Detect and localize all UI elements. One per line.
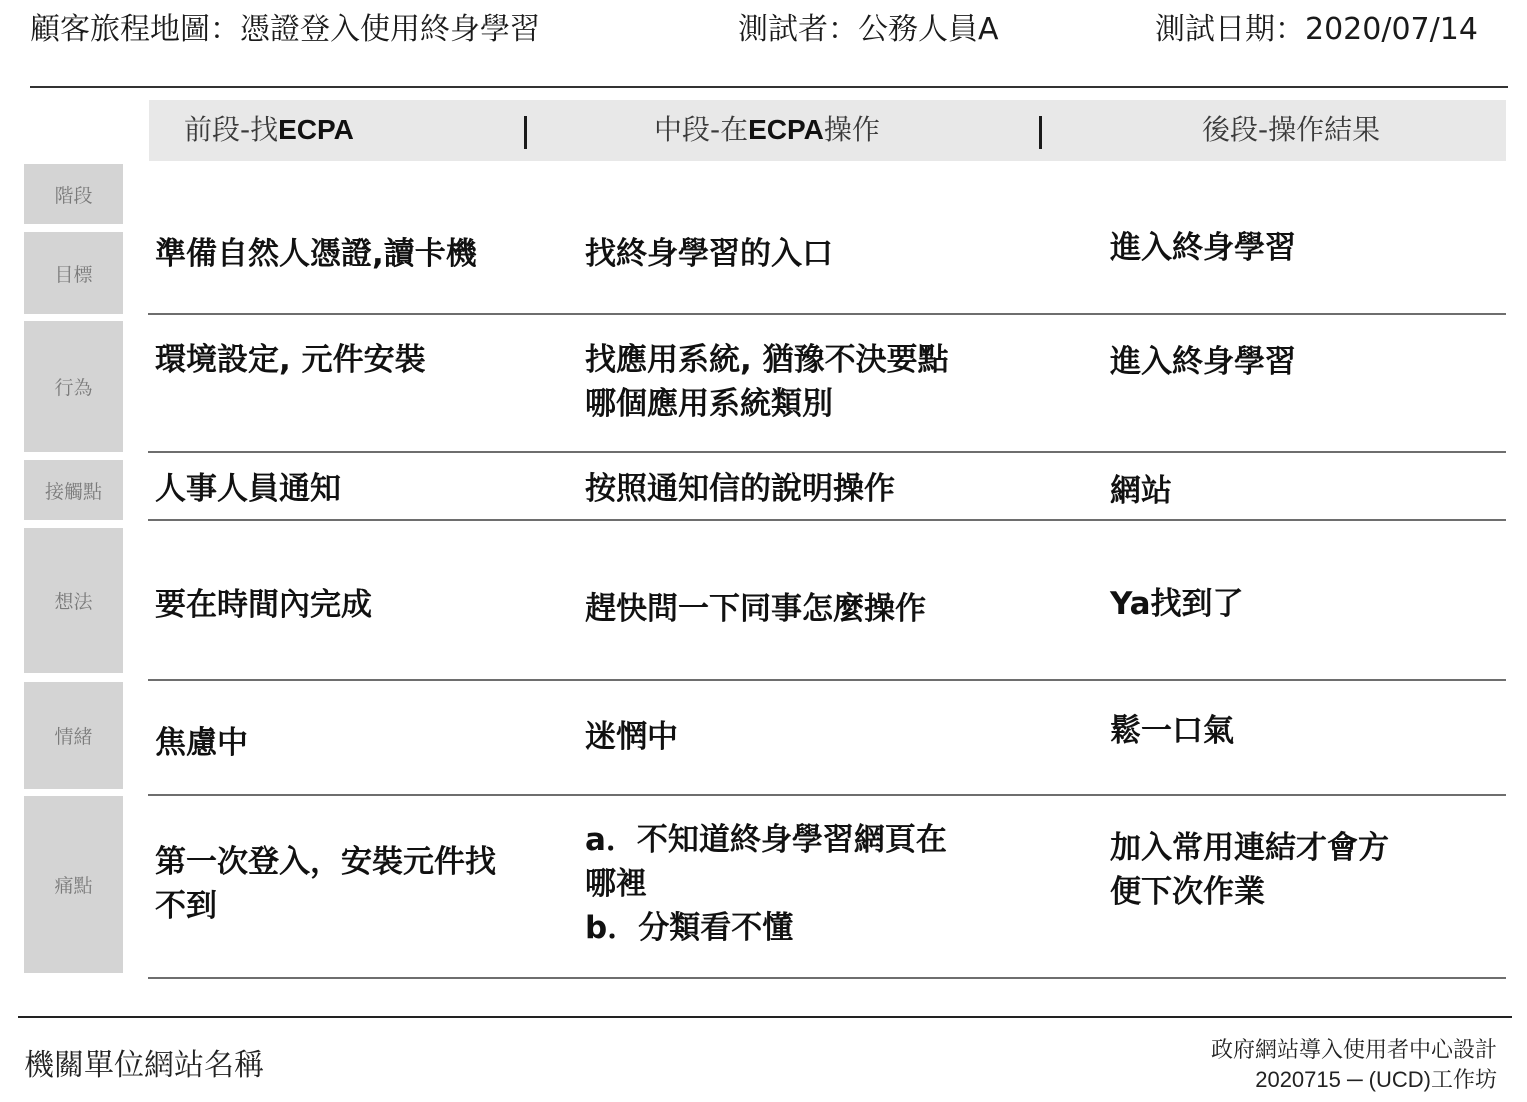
row-divider [148,977,1506,979]
phase-late [1202,110,1380,150]
phase-late-prefix: 後段-操作結果 [1202,113,1381,146]
emotion-late: 鬆一口氣 [1110,713,1234,749]
row-label-touchpoint: 接觸點 [24,460,123,520]
agency-site-name: 機關單位網站名稱 [24,1048,264,1083]
row-divider [148,451,1506,453]
phase-middle [654,110,880,150]
phase-separator [524,116,527,149]
row-label-thoughts: 想法 [24,528,123,673]
phase-middle-suffix: 操作 [823,113,880,146]
goal-early: 準備自然人憑證,讀卡機 [155,236,477,272]
tester-label: 測試者：公務人員A [738,12,999,47]
phase-early-highlight: ECPA [278,114,354,145]
row-label-emotion: 情緒 [24,682,123,789]
footer-divider [18,1016,1512,1018]
phase-middle-highlight: ECPA [748,114,824,145]
row-label-stage: 階段 [24,164,123,224]
goal-late: 進入終身學習 [1110,230,1296,266]
touchpoint-late: 網站 [1110,473,1172,509]
pain-point-early: 第一次登入，安裝元件找 不到 [155,844,496,924]
touchpoint-early: 人事人員通知 [155,471,341,507]
row-divider [148,519,1506,521]
phase-separator [1039,116,1042,149]
row-label-behavior: 行為 [24,321,123,452]
goal-middle: 找終身學習的入口 [585,236,833,272]
pain-point-late: 加入常用連結才會方 便下次作業 [1110,830,1389,910]
phase-early-prefix: 前段-找 [184,113,279,146]
emotion-early: 焦慮中 [155,725,248,761]
thought-late: Ya找到了 [1110,586,1244,622]
behavior-early: 環境設定, 元件安裝 [155,342,426,378]
thought-middle: 趕快問一下同事怎麼操作 [585,591,926,627]
emotion-middle: 迷惘中 [585,719,678,755]
touchpoint-middle: 按照通知信的說明操作 [585,471,895,507]
phase-middle-prefix: 中段-在 [654,113,749,146]
phase-early [184,110,354,150]
row-label-goal: 目標 [24,232,123,314]
behavior-late: 進入終身學習 [1110,344,1296,380]
row-divider [148,679,1506,681]
behavior-middle: 找應用系統, 猶豫不決要點 哪個應用系統類別 [585,342,949,422]
journey-map-title: 顧客旅程地圖：憑證登入使用終身學習 [30,12,540,47]
workshop-date: 2020715 ─ (UCD)工作坊 [1255,1067,1497,1092]
thought-early: 要在時間內完成 [155,587,372,623]
row-label-pain-point: 痛點 [24,796,123,973]
row-divider [148,794,1506,796]
workshop-credit [1211,1036,1497,1094]
test-date-label: 測試日期：2020/07/14 [1155,12,1478,47]
pain-point-middle: a．不知道終身學習網頁在 哪裡 b．分類看不懂 [585,822,947,946]
header-divider [30,86,1508,88]
row-divider [148,313,1506,315]
workshop-title: 政府網站導入使用者中心設計 [1210,1038,1497,1063]
